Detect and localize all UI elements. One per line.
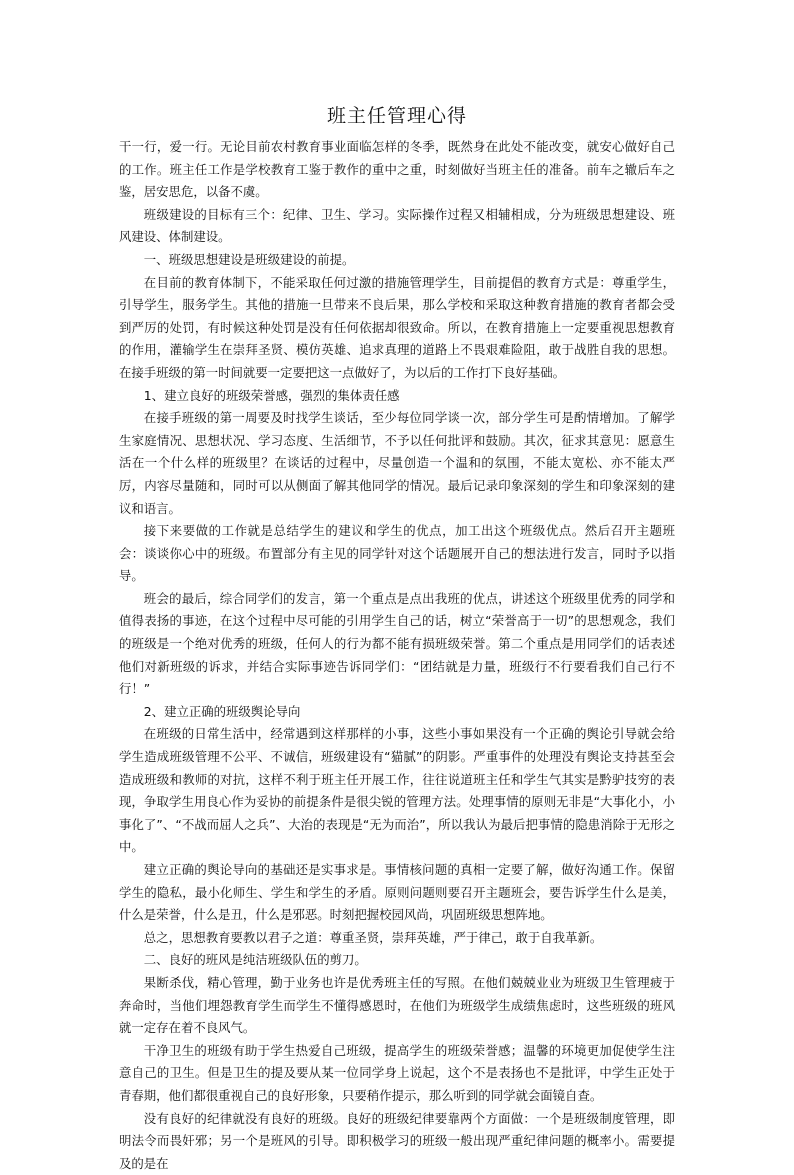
body-paragraph: 接下来要做的工作就是总结学生的建议和学生的优点，加工出这个班级优点。然后召开主题班会：谈谈你心中的班级。布置部分有主见的同学针对这个话题展开自己的想法进行发言，同时予以指导。 xyxy=(119,523,675,584)
subsection-heading: 1、建立良好的班级荣誉感，强烈的集体责任感 xyxy=(143,387,400,403)
body-paragraph: 果断杀伐，精心管理，勤于业务也许是优秀班主任的写照。在他们兢兢业业为班级卫生管理疲于奔命时，当他们埋怨教育学生而学生不懂得感恩时，在他们为班级学生成绩焦虑时，这些班级的班风就一定存在着不良风气。 xyxy=(119,974,675,1036)
body-paragraph: 建立正确的舆论导向的基础还是实事求是。事情核问题的真相一定要了解，做好沟通工作。保留学生的隐私，最小化师生、学生和学生的矛盾。原则问题则要召开主题班会，要告诉学生什么是美，什么是荣誉，什么是丑，什么是邪恶。时刻把握校园风尚，巩固班级思想阵地。 xyxy=(119,862,675,923)
section-heading: 二、良好的班风是纯洁班级队伍的剪刀。 xyxy=(143,952,367,968)
document-page xyxy=(119,100,675,1175)
body-paragraph: 干一行，爱一行。无论目前农村教育事业面临怎样的冬季，既然身在此处不能改变，就安心做好自己的工作。班主任工作是学校教育工鉴于教作的重中之重，时刻做好当班主任的准备。前车之辙后车之鉴，居安思危，以备不虞。 xyxy=(119,139,675,200)
body-paragraph: 干净卫生的班级有助于学生热爱自己班级，提高学生的班级荣誉感；温馨的环境更加促使学生注意自己的卫生。但是卫生的提及要从某一位同学身上说起，这个不是表扬也不是批评，中学生正处于青春期，他们都很重视自己的良好形象，只要稍作提示，那么听到的同学就会面镜自查。 xyxy=(119,1042,675,1103)
document-title: 班主任管理心得 xyxy=(326,105,467,127)
body-paragraph: 在班级的日常生活中，经常遇到这样那样的小事，这些小事如果没有一个正确的舆论引导就会给学生造成班级管理不公平、不诚信，班级建设有“猫腻”的阴影。严重事件的处理没有舆论支持甚至会造成班级和教师的对抗，这样不利于班主任开展工作，往往说道班主任和学生气其实是黔驴技穷的表现，争取学生用良心作为妥协的前提条件是很尖锐的管理方法。处理事情的原则无非是“大事化小，小事化了”、“不战而屈人之兵”、大治的表现是“无为而治”，所以我认为最后把事情的隐患消除于无形之中。 xyxy=(119,726,675,855)
body-paragraph: 在目前的教育体制下，不能采取任何过激的措施管理学生，目前提倡的教育方式是：尊重学生，引导学生，服务学生。其他的措施一旦带来不良后果，那么学校和采取这种教育措施的教育者都会受到严厉的处罚，有时候这种处罚是没有任何依据却很致命。所以，在教育措施上一定要重视思想教育的作用，灌输学生在崇拜圣贤、模仿英雄、追求真理的道路上不畏艰难险阻，敢于战胜自我的思想。在接手班级的第一时间就要一定要把这一点做好了，为以后的工作打下良好基础。 xyxy=(119,274,675,380)
body-paragraph: 班会的最后，综合同学们的发言，第一个重点是点出我班的优点，讲述这个班级里优秀的同学和值得表扬的事迹，在这个过程中尽可能的引用学生自己的话，树立“荣誉高于一切”的思想观念，我们的班级是一个绝对优秀的班级，任何人的行为都不能有损班级荣誉。第二个重点是用同学们的话表述他们对新班级的诉求，并结合实际事迹告诉同学们：“团结就是力量，班级行不行要看我们自己行不行！” xyxy=(119,590,675,697)
body-paragraph: 在接手班级的第一周要及时找学生谈话，至少每位同学谈一次，部分学生可是酌情增加。了解学生家庭情况、思想状况、学习态度、生活细节，不予以任何批评和鼓励。其次，征求其意见：愿意生活在一个什么样的班级里？在谈话的过程中，尽量创造一个温和的氛围，不能太宽松、亦不能太严厉，内容尽量随和，同时可以从侧面了解其他同学的情况。最后记录印象深刻的学生和印象深刻的建议和语言。 xyxy=(119,410,675,516)
body-paragraph: 没有良好的纪律就没有良好的班级。良好的班级纪律要靠两个方面做：一个是班级制度管理，即明法令而畏奸邪；另一个是班风的引导。即积极学习的班级一般出现严重纪律问题的概率小。需要提及的是在 xyxy=(119,1110,675,1171)
subsection-heading: 2、建立正确的班级舆论导向 xyxy=(143,703,301,719)
body-paragraph: 总之，思想教育要教以君子之道：尊重圣贤，崇拜英雄，严于律己，敢于自我革新。 xyxy=(143,929,603,945)
section-heading: 一、班级思想建设是班级建设的前提。 xyxy=(143,251,355,267)
body-paragraph: 班级建设的目标有三个：纪律、卫生、学习。实际操作过程又相辅相成，分为班级思想建设、班风建设、体制建设。 xyxy=(119,206,675,245)
